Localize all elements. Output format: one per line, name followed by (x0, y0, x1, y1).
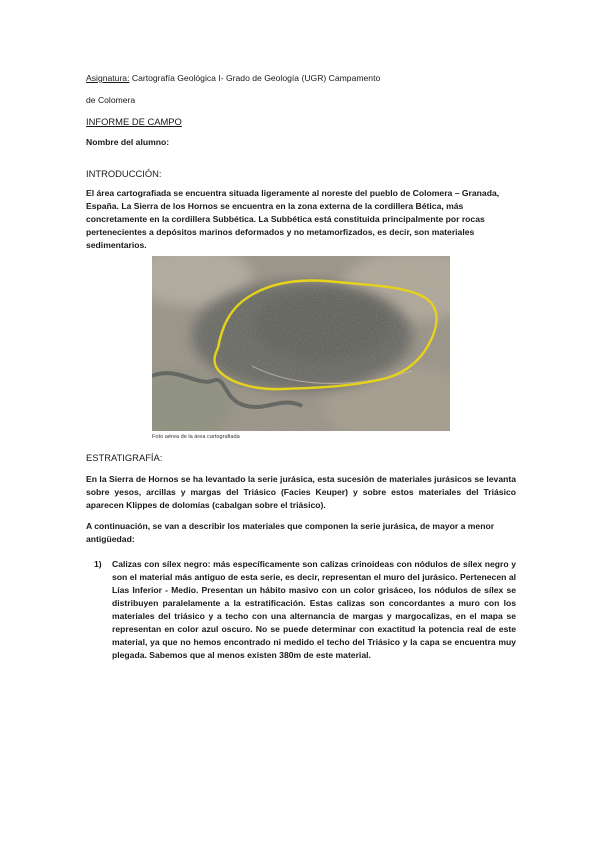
aerial-photo-image (152, 256, 450, 431)
intro-paragraph: El área cartografiada se encuentra situada ligeramente al noreste del pueblo de Colomera – Granada, España. La Sierra de los Hornos se encuentra en la zona externa de la cordillera Bética, más concretamente en la cordillera Subbética. La Subbética está constituida principalmente por rocas pertenecientes a depósitos marinos deformados y no metamorfizados, es decir, son materiales sedimentarios. (86, 188, 500, 250)
stratigraphy-paragraph-1: En la Sierra de Hornos se ha levantado la serie jurásica, esta sucesión de materiales jurásicos se levanta sobre yesos, arcillas y margas del Triásico (Facies Keuper) y sobre estos materiales del Triásico aparecen Klippes de dolomías (cabalgan sobre el triásico). (86, 474, 516, 510)
subject-line (86, 72, 516, 85)
intro-heading: INTRODUCCIÓN: (86, 168, 162, 179)
stratigraphy-list (86, 558, 516, 662)
list-item-text: Calizas con sílex negro: más específicamente son calizas crinoideas con nódulos de sílex negro y son el material más antiguo de esta serie, es decir, representan el muro del jurásico. Pertenecen al Lías Inferior - Medio. Presentan un hábito masivo con un color grisáceo, los nódulos de sílex se distribuyen paralelamente a la estratificación. Estas calizas son concordantes a muro con los materiales del triásico y a techo con una alternancia de margas y margocalizas, en el mapa se representan en color azul oscuro. No se puede determinar con exactitud la potencia real de este material, ya que no hemos encontrado ni medido el techo del Triásico y la capa se encuentra muy plegada. Sabemos que al menos existen 380m de este material. (112, 559, 516, 660)
subject-text: Cartografía Geológica I- Grado de Geología (UGR) Campamento (129, 73, 381, 83)
stratigraphy-heading: ESTRATIGRAFÍA: (86, 452, 163, 463)
list-item (86, 558, 516, 662)
stratigraphy-paragraph-2: A continuación, se van a describir los materiales que componen la serie jurásica, de mayor a menor antigüedad: (86, 521, 495, 544)
subject-label: Asignatura: (86, 73, 130, 83)
subject-line-cont: de Colomera (86, 95, 136, 105)
student-name-label: Nombre del alumno: (86, 137, 170, 147)
photo-caption: Foto aérea de la área cartografiada (152, 434, 240, 440)
aerial-photo (152, 256, 450, 431)
list-item-number: 1) (94, 559, 102, 569)
report-title: INFORME DE CAMPO (86, 116, 182, 127)
